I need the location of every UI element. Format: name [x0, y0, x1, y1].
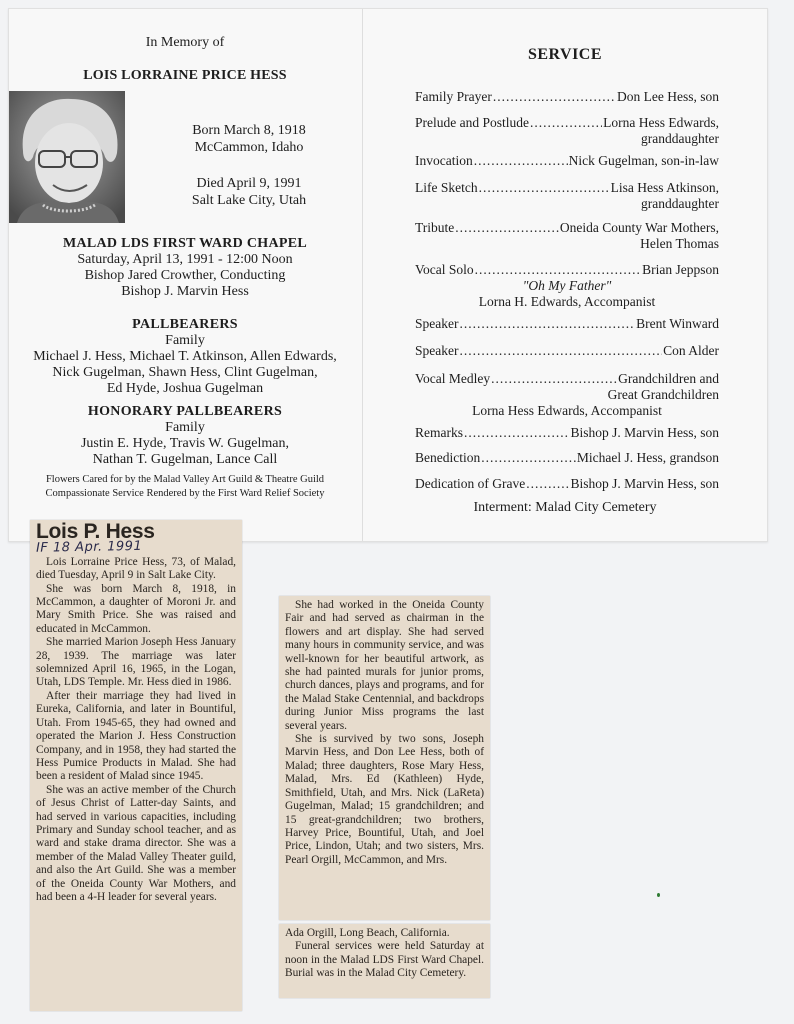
service-item-value: Lisa Hess Atkinson, [610, 180, 719, 195]
obituary-paragraph: She is survived by two sons, Joseph Marvin Hess, and Don Lee Hess, both of Malad; three daughters, Rose Mary Hess, Malad, Mrs. Ed (Kathleen) Hyde, Smithfield, Utah, and Mrs. Nick (LaReta) Gugelman, Malad; 15 grandchildren; and 15 great-grandchildren; two brothers, Harvey Price, Bountiful, Utah, and Joel Price, Lindon, Utah; and two sisters, Mrs. Pearl Orgill, McCammon, and Mrs. [285, 733, 484, 866]
death-date: Died April 9, 1991 [196, 176, 302, 191]
death-info [169, 175, 329, 209]
credits-line: Compassionate Service Rendered by the First Ward Relief Society [45, 488, 325, 499]
service-item-label: Benediction [415, 450, 481, 465]
service-item-value: Lorna Hess Edwards, [603, 115, 719, 130]
dot-leader [526, 476, 569, 492]
obituary-paragraph: She was born March 8, 1918, in McCammon, a daughter of Moroni Jr. and Mary Smith Price. She was raised and educated in McCammon. [36, 582, 236, 635]
service-item-label: Tribute [415, 220, 455, 235]
service-item-value: Bishop J. Marvin Hess, son [570, 476, 719, 491]
service-item-value: Oneida County War Mothers, [559, 220, 719, 235]
obituary-paragraph: Ada Orgill, Long Beach, California. [285, 927, 450, 939]
dot-leader [481, 450, 576, 466]
pallbearers-heading: PALLBEARERS [132, 317, 238, 332]
dot-leader [475, 262, 641, 278]
chapel-line: Bishop Jared Crowther, Conducting [84, 268, 286, 283]
service-title: SERVICE [527, 46, 603, 63]
obituary-clipping-col3 [279, 924, 490, 998]
in-memory-heading: In Memory of [145, 35, 225, 50]
obituary-clipping-col1 [30, 520, 242, 1011]
pallbearers-section [9, 317, 361, 397]
chapel-line: Saturday, April 13, 1991 - 12:00 Noon [77, 252, 293, 267]
chapel-line: Bishop J. Marvin Hess [121, 284, 249, 299]
chapel-section [9, 236, 361, 300]
service-item [415, 180, 719, 212]
dot-leader [459, 343, 662, 359]
honorary-pallbearers-line: Nathan T. Gugelman, Lance Call [92, 452, 278, 467]
service-item-extra: Helen Thomas [640, 236, 719, 251]
program-right-panel [363, 9, 767, 541]
service-item [415, 425, 719, 441]
service-item [415, 316, 719, 332]
dot-leader [493, 89, 616, 105]
service-item-label: Remarks [415, 425, 463, 440]
dot-leader [530, 115, 602, 131]
service-item-value: Nick Gugelman, son-in-law [568, 153, 719, 168]
dot-leader [479, 180, 610, 196]
interment-line: Interment: Malad City Cemetery [473, 500, 657, 515]
service-item-extra: granddaughter [641, 131, 719, 146]
obituary-paragraph: Funeral services were held Saturday at noon in the Malad LDS First Ward Chapel. Burial was in the Malad City Cemetery. [285, 940, 484, 980]
service-item-value: Brent Winward [636, 316, 719, 331]
service-item [415, 343, 719, 359]
service-item-label: Life Sketch [415, 180, 478, 195]
pallbearers-line: Nick Gugelman, Shawn Hess, Clint Gugelman, [52, 365, 318, 380]
service-item-value: Brian Jeppson [642, 262, 719, 277]
birth-date: Born March 8, 1918 [192, 123, 306, 138]
obituary-paragraph: She was an active member of the Church of Jesus Christ of Latter-day Saints, and had served in various capacities, including Primary and Sunday school teacher, and as ward and stake drama director. She was a member of the Malad Valley Theater guild, and also the Art Guild. She was a member of the Oneida County War Mothers, and had been a 4-H leader for several years. [36, 783, 236, 903]
service-item-extra: granddaughter [641, 196, 719, 211]
service-item [415, 476, 719, 492]
honorary-pallbearers-heading: HONORARY PALLBEARERS [87, 404, 283, 419]
obituary-paragraph: Lois Lorraine Price Hess, 73, of Malad, died Tuesday, April 9 in Salt Lake City. [36, 555, 236, 582]
portrait-photo [9, 91, 125, 223]
service-item-value: Grandchildren and [618, 371, 719, 386]
honorary-pallbearers-section [9, 404, 361, 468]
service-item [415, 89, 719, 105]
service-item-label: Invocation [415, 153, 473, 168]
service-item-label: Prelude and Postlude [415, 115, 529, 130]
service-item-value: Con Alder [663, 343, 719, 358]
service-item-label: Family Prayer [415, 89, 492, 104]
solo-song-title: "Oh My Father" [522, 278, 612, 293]
dot-leader [455, 220, 559, 236]
honorary-pallbearers-line: Family [165, 420, 205, 435]
service-item [415, 153, 719, 169]
service-item-label: Speaker [415, 343, 459, 358]
deceased-name: LOIS LORRAINE PRICE HESS [83, 68, 287, 83]
dot-leader [491, 371, 617, 387]
chapel-heading: MALAD LDS FIRST WARD CHAPEL [62, 236, 308, 251]
pallbearers-line: Family [165, 333, 205, 348]
service-item-value: Michael J. Hess, grandson [576, 450, 719, 465]
pallbearers-line: Michael J. Hess, Michael T. Atkinson, Allen Edwards, [33, 349, 337, 364]
obituary-clipping-col2 [279, 596, 490, 920]
obituary-paragraph: After their marriage they had lived in Eureka, California, and later in Bountiful, Utah. From 1945-65, they had owned and operated the Marion J. Hess Construction Company, and in 1958, they had started the Hess Pumice Products in Malad. She had been a resident of Malad since 1945. [36, 689, 236, 783]
honorary-pallbearers-line: Justin E. Hyde, Travis W. Gugelman, [80, 436, 290, 451]
service-item [415, 371, 719, 419]
birth-place: McCammon, Idaho [194, 140, 304, 155]
death-place: Salt Lake City, Utah [191, 193, 307, 208]
dot-leader [474, 153, 568, 169]
handwritten-date-note: IF 18 Apr. 1991 [35, 539, 143, 557]
service-item [415, 115, 719, 147]
ink-spot [657, 893, 660, 897]
pallbearers-line: Ed Hyde, Joshua Gugelman [106, 381, 264, 396]
obituary-headline: Lois P. Hess [36, 520, 155, 543]
credits [9, 473, 361, 501]
service-item-label: Speaker [415, 316, 459, 331]
service-item-label: Dedication of Grave [415, 476, 526, 491]
credits-line: Flowers Cared for by the Malad Valley Art Guild & Theatre Guild [45, 474, 325, 485]
dot-leader [464, 425, 569, 441]
service-item [415, 262, 719, 310]
service-item [415, 450, 719, 466]
birth-info [169, 122, 329, 156]
dot-leader [459, 316, 635, 332]
funeral-program [8, 8, 768, 542]
obituary-paragraph: She had worked in the Oneida County Fair and had served as chairman in the flowers and art display. She had served many hours in community service, and was well-known for her beautiful artwork, as she had painted murals for junior proms, church dances, plays and programs, and for the Malad Stake Centennial, and backdrops during Junior Miss programs the last several years. [285, 599, 484, 732]
obituary-paragraph: She married Marion Joseph Hess January 28, 1939. The marriage was later solemnized April 16, 1965, in the Logan, Utah, LDS Temple. Mr. Hess died in 1986. [36, 636, 236, 689]
medley-accompanist: Lorna Hess Edwards, Accompanist [472, 403, 662, 418]
program-left-panel [9, 9, 361, 541]
service-item-label: Vocal Solo [415, 262, 474, 277]
service-item-label: Vocal Medley [415, 371, 491, 386]
solo-accompanist: Lorna H. Edwards, Accompanist [478, 294, 656, 309]
service-item-value: Bishop J. Marvin Hess, son [570, 425, 719, 440]
service-item-extra: Great Grandchildren [607, 387, 719, 402]
service-item-value: Don Lee Hess, son [617, 89, 719, 104]
service-item [415, 220, 719, 252]
